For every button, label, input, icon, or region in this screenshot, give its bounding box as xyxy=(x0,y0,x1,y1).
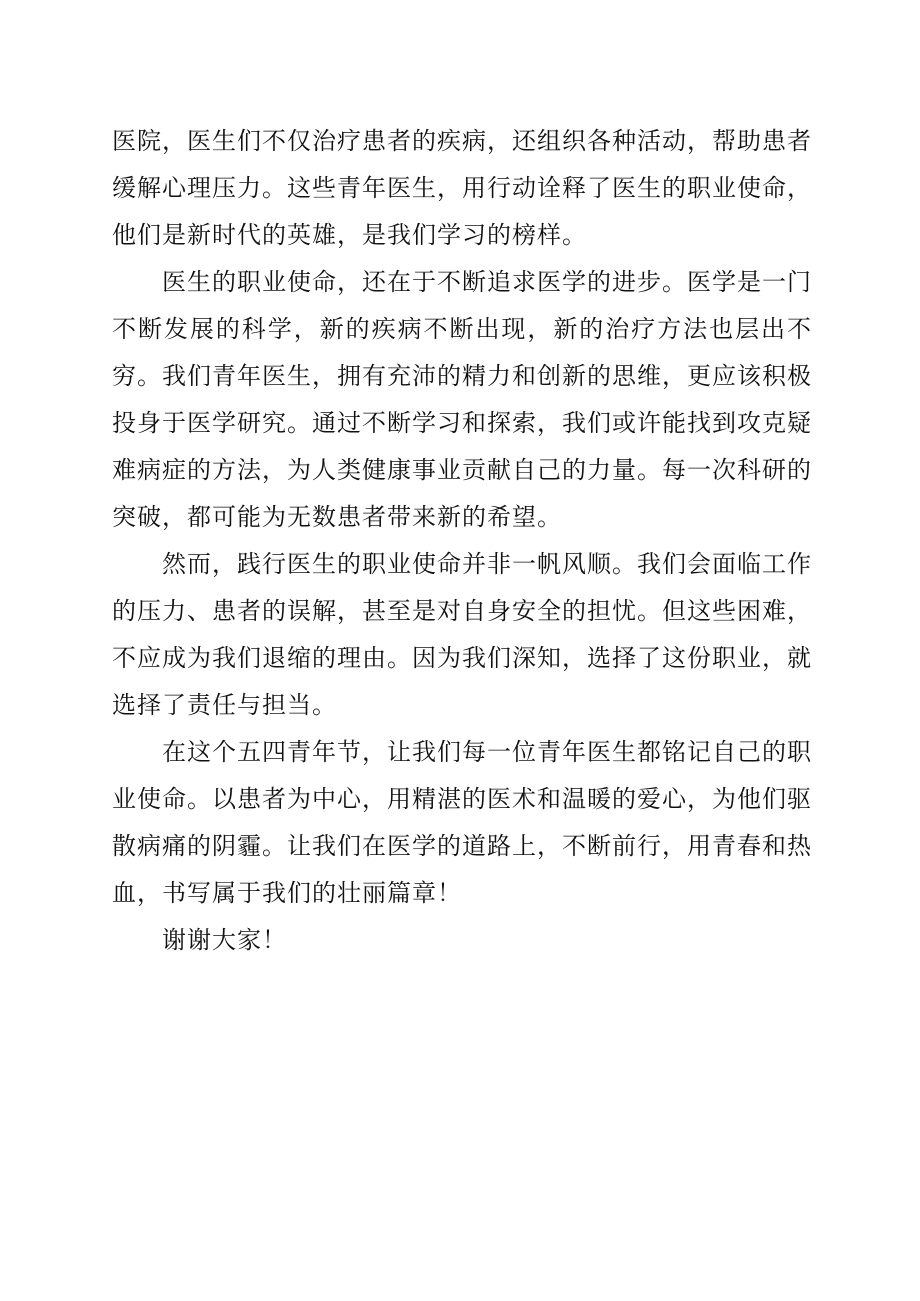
paragraph-medical-progress: 医生的职业使命，还在于不断追求医学的进步。医学是一门不断发展的科学，新的疾病不断出现，新的治疗方法也层出不穷。我们青年医生，拥有充沛的精力和创新的思维，更应该积极投身于医学研究。通过不断学习和探索，我们或许能找到攻克疑难病症的方法，为人类健康事业贡献自己的力量。每一次科研的突破，都可能为无数患者带来新的希望。 xyxy=(112,268,812,531)
paragraph-challenges: 然而，践行医生的职业使命并非一帆风顺。我们会面临工作的压力、患者的误解，甚至是对自身安全的担忧。但这些困难，不应成为我们退缩的理由。因为我们深知，选择了这份职业，就选择了责任与担当。 xyxy=(112,550,812,719)
document-body xyxy=(112,118,812,964)
paragraph-youth-day: 在这个五四青年节，让我们每一位青年医生都铭记自己的职业使命。以患者为中心，用精湛的医术和温暖的爱心，为他们驱散病痛的阴霾。让我们在医学的道路上，不断前行，用青春和热血，书写属于我们的壮丽篇章！ xyxy=(112,738,812,907)
closing-line: 谢谢大家！ xyxy=(162,926,287,954)
paragraph-continued: 医院，医生们不仅治疗患者的疾病，还组织各种活动，帮助患者缓解心理压力。这些青年医生，用行动诠释了医生的职业使命，他们是新时代的英雄，是我们学习的榜样。 xyxy=(112,127,812,249)
